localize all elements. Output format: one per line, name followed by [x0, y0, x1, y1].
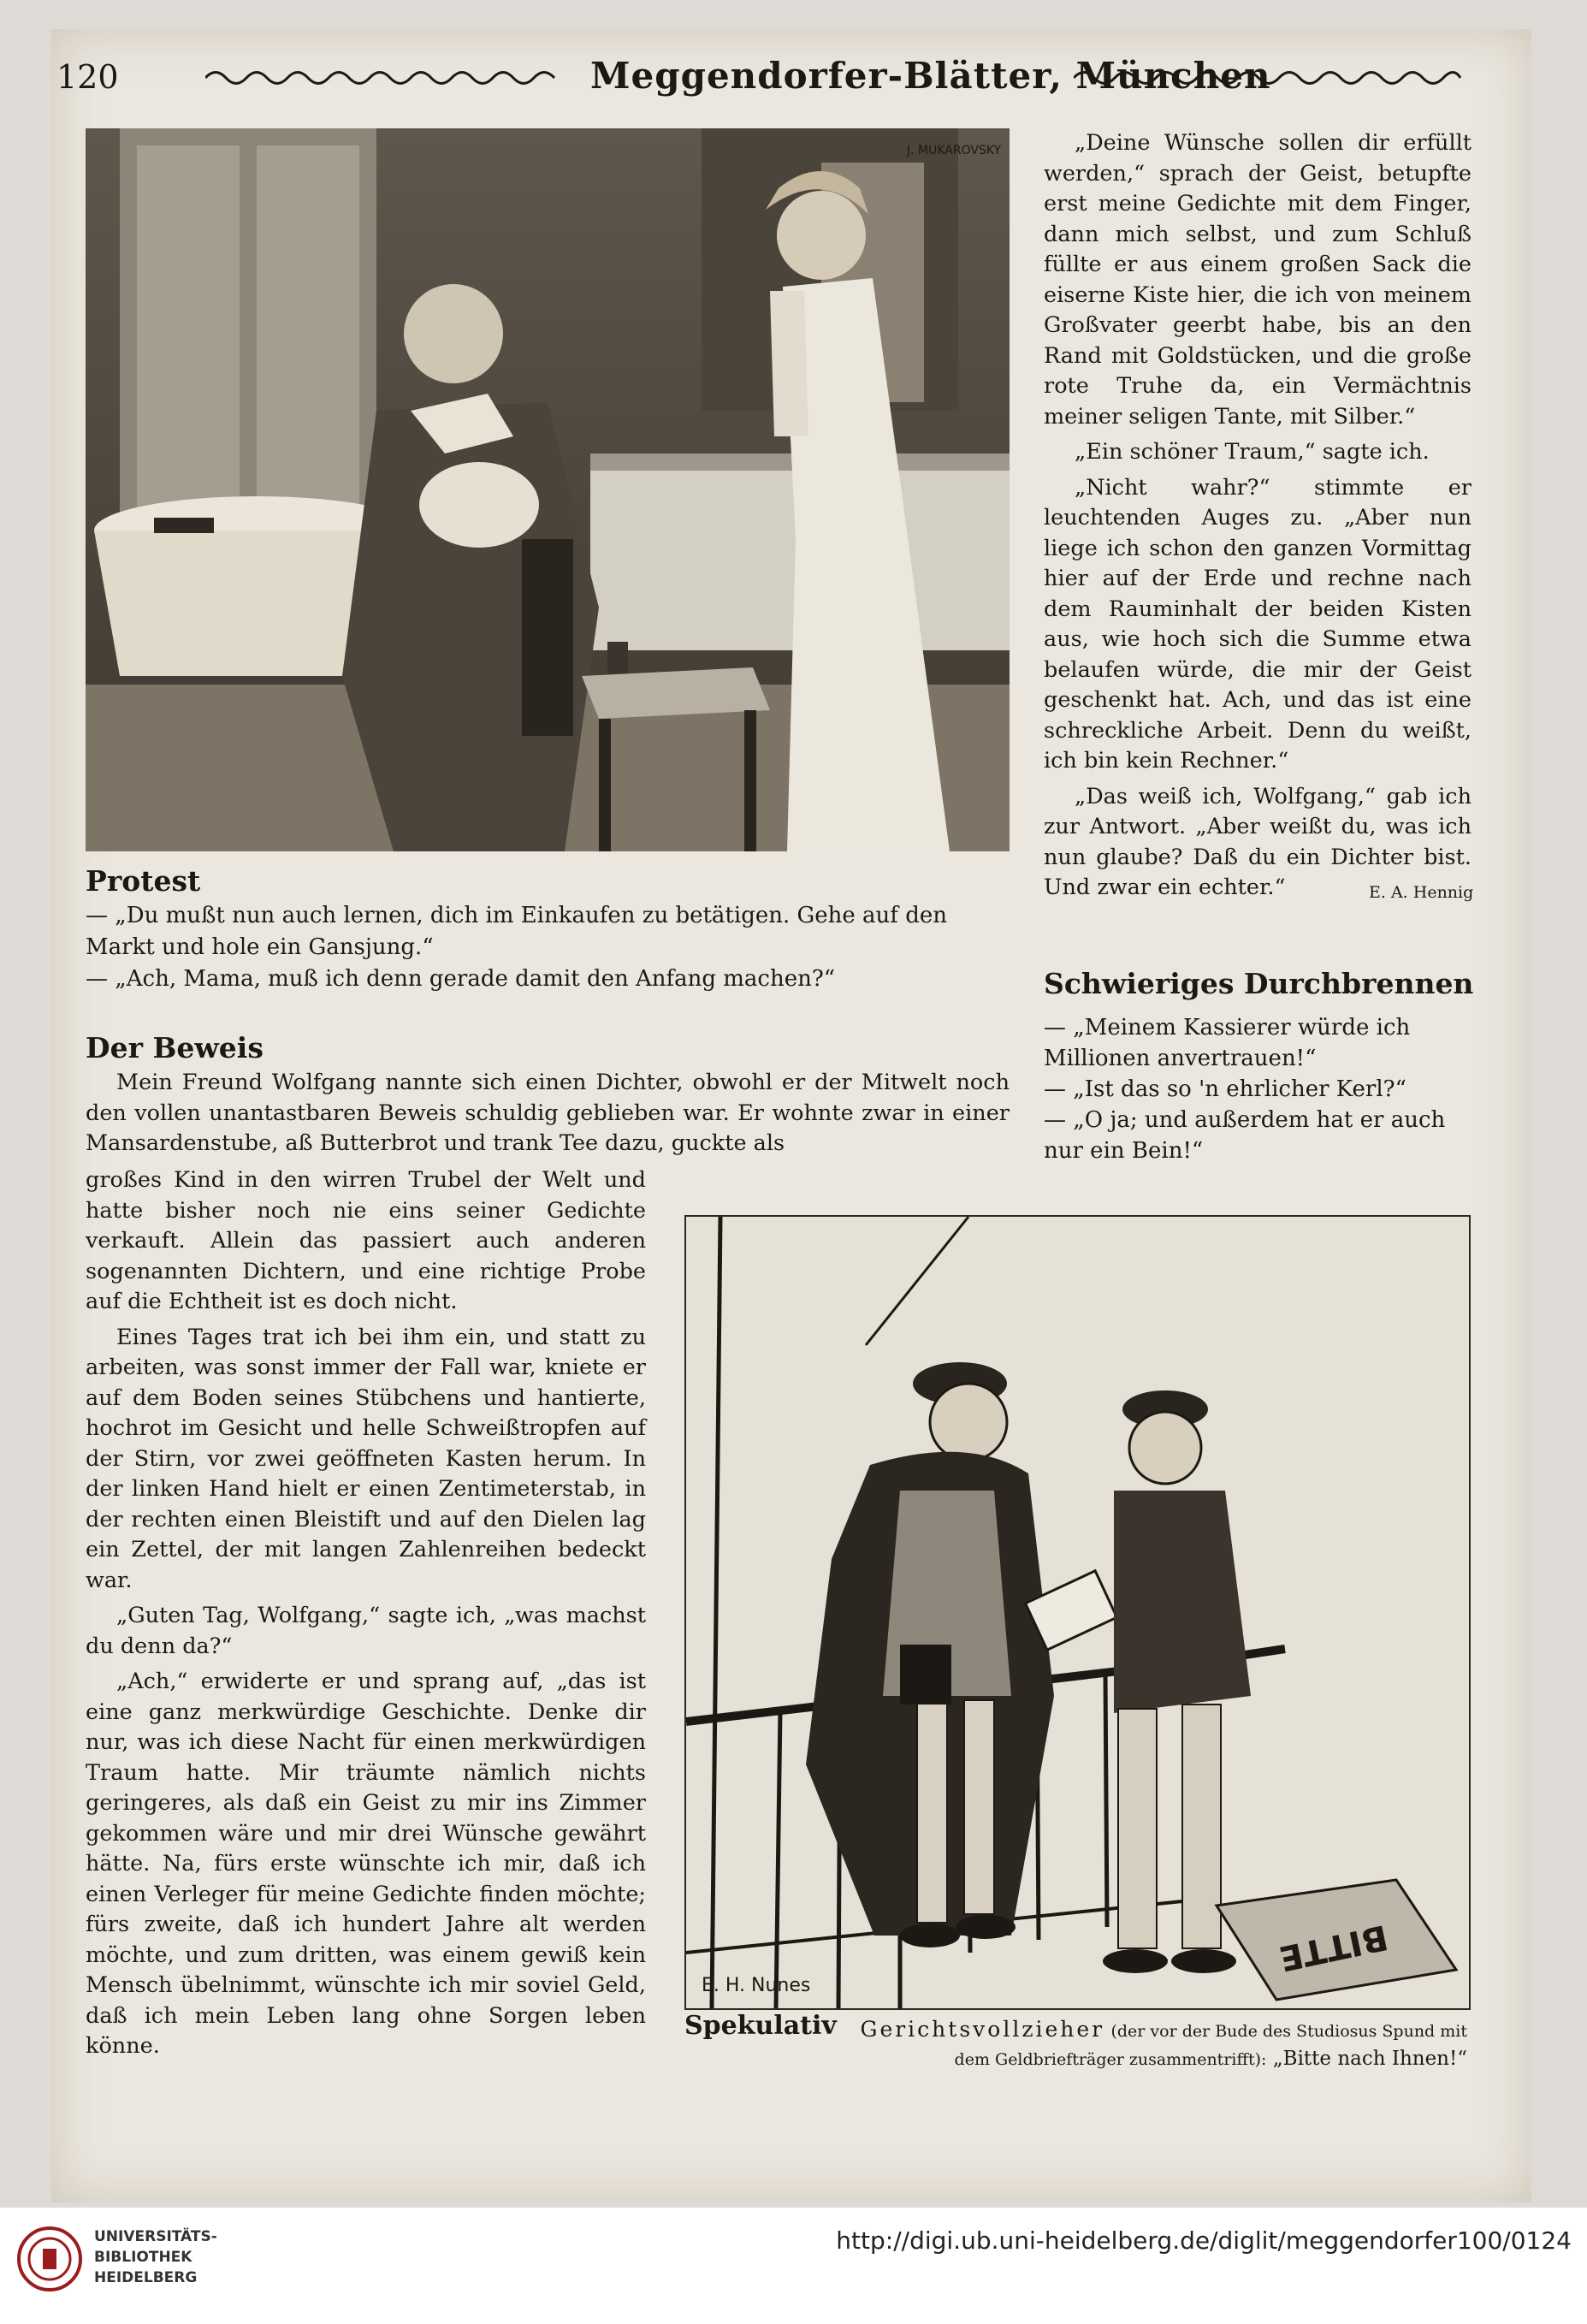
beweis-intro-paragraph: [86, 1068, 1010, 1165]
cartoon-signature: E. H. Nunes: [702, 1975, 811, 1996]
beweis-right-paragraph-4: „Das weiß ich, Wolfgang,“ gab ich zur Antwort. „Aber weißt du, was ich nun glaube? Daß du ein Dichter bist. Und zwar ein echter.“: [1044, 783, 1472, 900]
beweis-paragraph-2: Eines Tages trat ich bei ihm ein, und statt zu arbeiten, was sonst immer der Fall war, kniete er auf dem Boden seines Stübchens und hantierte, hochrot im Gesicht und helle Schweißtropfen auf der Stirn, vor zwei geöffneten Kasten herum. In der linken Hand hielt er einen Zentimeterstab, in der rechten einen Bleistift und auf den Dielen lag ein Zettel, der mit langen Zahlenreihen bedeckt war.: [86, 1324, 646, 1593]
doormat-text: BITTE: [1276, 1916, 1392, 1978]
beweis-right-paragraph-1: „Deine Wünsche sollen dir erfüllt werden,“ sprach der Geist, betupfte erst meine Gedichte mit dem Finger, dann mich selbst, und zum Schluß füllte er aus einem großen Sack die eiserne Kiste hier, die ich von meinem Großvater geerbt habe, bis an den Rand mit Goldstücken, und die große rote Truhe da, ein Vermächtnis meiner seligen Tante, mit Silber.“: [1044, 130, 1472, 430]
beweis-paragraph-1: großes Kind in den wirren Trubel der Welt und hatte bisher noch nie eins seiner Gedichte verkauft. Allein das passiert auch anderen sogenannten Dichtern, und eine richtige Probe auf die Echtheit ist es doch nicht.: [86, 1167, 646, 1314]
header-ornament-left-icon: [205, 67, 565, 89]
library-name-line-3: HEIDELBERG: [94, 2269, 198, 2286]
beweis-paragraph-4: „Ach,“ erwiderte er und sprang auf, „das ist eine ganz merkwürdige Geschichte. Denke dir nur, was ich diese Nacht für einen merkwürdigen Traum hatte. Mir träumte nämlich nichts geringeres, als daß ein Geist zu mir ins Zimmer gekommen wäre und mir drei Wünsche gewährt hätte. Na, fürs erste wünschte ich mir, daß ich einen Verleger für meine Gedichte finden möchte; fürs zweite, daß ich hundert Jahre alt werden möchte, und zum dritten, was einem gewiß kein Mensch übelnimmt, wünschte ich mir soviel Geld, daß ich mein Leben lang ohne Sorgen leben könne.: [86, 1669, 646, 2059]
library-name-line-1: UNIVERSITÄTS-: [94, 2228, 217, 2245]
protest-title: Protest: [86, 864, 201, 898]
page-number: 120: [56, 58, 119, 96]
source-url[interactable]: http://digi.ub.uni-heidelberg.de/diglit/meggendorfer100/0124: [836, 2226, 1572, 2255]
library-name-line-2: BIBLIOTHEK: [94, 2249, 192, 2266]
protest-line-1: — „Du mußt nun auch lernen, dich im Einkaufen zu betätigen. Gehe auf den Markt und hole ein Gansjung.“: [86, 903, 947, 960]
cartoon-stage-direction: (der vor der Bude des Studiosus Spund mit dem Geldbriefträger zusammentrifft):: [954, 2022, 1467, 2069]
protest-line-2: — „Ach, Mama, muß ich denn gerade damit den Anfang machen?“: [86, 966, 836, 992]
cartoon-title: Spekulativ: [684, 2011, 837, 2041]
schwieriges-line-1: — „Meinem Kassierer würde ich Millionen anvertrauen!“: [1044, 1015, 1411, 1071]
beweis-author: E. A. Hennig: [1369, 883, 1474, 902]
schwieriges-title: Schwieriges Durchbrennen: [1044, 967, 1474, 1000]
schwieriges-dialogue: [1044, 1012, 1472, 1166]
schwieriges-line-2: — „Ist das so 'n ehrlicher Kerl?“: [1044, 1076, 1406, 1102]
beweis-title: Der Beweis: [86, 1031, 264, 1064]
photograph-two-women: [86, 128, 1010, 851]
schwieriges-line-3: — „O ja; und außerdem hat er auch nur ein Bein!“: [1044, 1107, 1446, 1164]
beweis-narrow-column: [86, 1165, 646, 2067]
beweis-right-paragraph-3: „Nicht wahr?“ stimmte er leuchtenden Auges zu. „Aber nun liege ich schon den ganzen Vormittag hier auf der Erde und rechne nach dem Rauminhalt der beiden Kisten aus, wie hoch sich die Summe etwa belaufen würde, die mir der Geist geschenkt hat. Ach, und das ist eine schreckliche Arbeit. Denn du weißt, ich bin kein Rechner.“: [1044, 474, 1472, 774]
cartoon-quote: „Bitte nach Ihnen!“: [1272, 2048, 1467, 2070]
footer-bar: [0, 2208, 1587, 2324]
cartoon-caption: [856, 2016, 1467, 2073]
library-name: [94, 2226, 217, 2288]
beweis-paragraph-3: „Guten Tag, Wolfgang,“ sagte ich, „was machst du denn da?“: [86, 1603, 646, 1659]
cartoon-illustration: [684, 1215, 1471, 2010]
beweis-right-paragraph-2: „Ein schöner Traum,“ sagte ich.: [1075, 439, 1430, 465]
beweis-paragraph-intro: Mein Freund Wolfgang nannte sich einen Dichter, obwohl er der Mitwelt noch den vollen unantastbaren Beweis schuldig geblieben war. Er wohnte zwar in einer Mansardenstube, aß Butterbrot und trank Tee dazu, guckte als: [86, 1070, 1010, 1156]
university-seal-icon: [15, 2225, 84, 2293]
journal-title: Meggendorfer-Blätter, München: [590, 55, 1271, 97]
protest-dialogue: [86, 900, 1010, 995]
photo-credit: J. MUKAROVSKY: [907, 144, 1002, 157]
cartoon-speaker: Gerichtsvollzieher: [860, 2017, 1105, 2042]
header-ornament-right-icon: [1074, 67, 1463, 89]
beweis-right-column: [1044, 128, 1472, 909]
